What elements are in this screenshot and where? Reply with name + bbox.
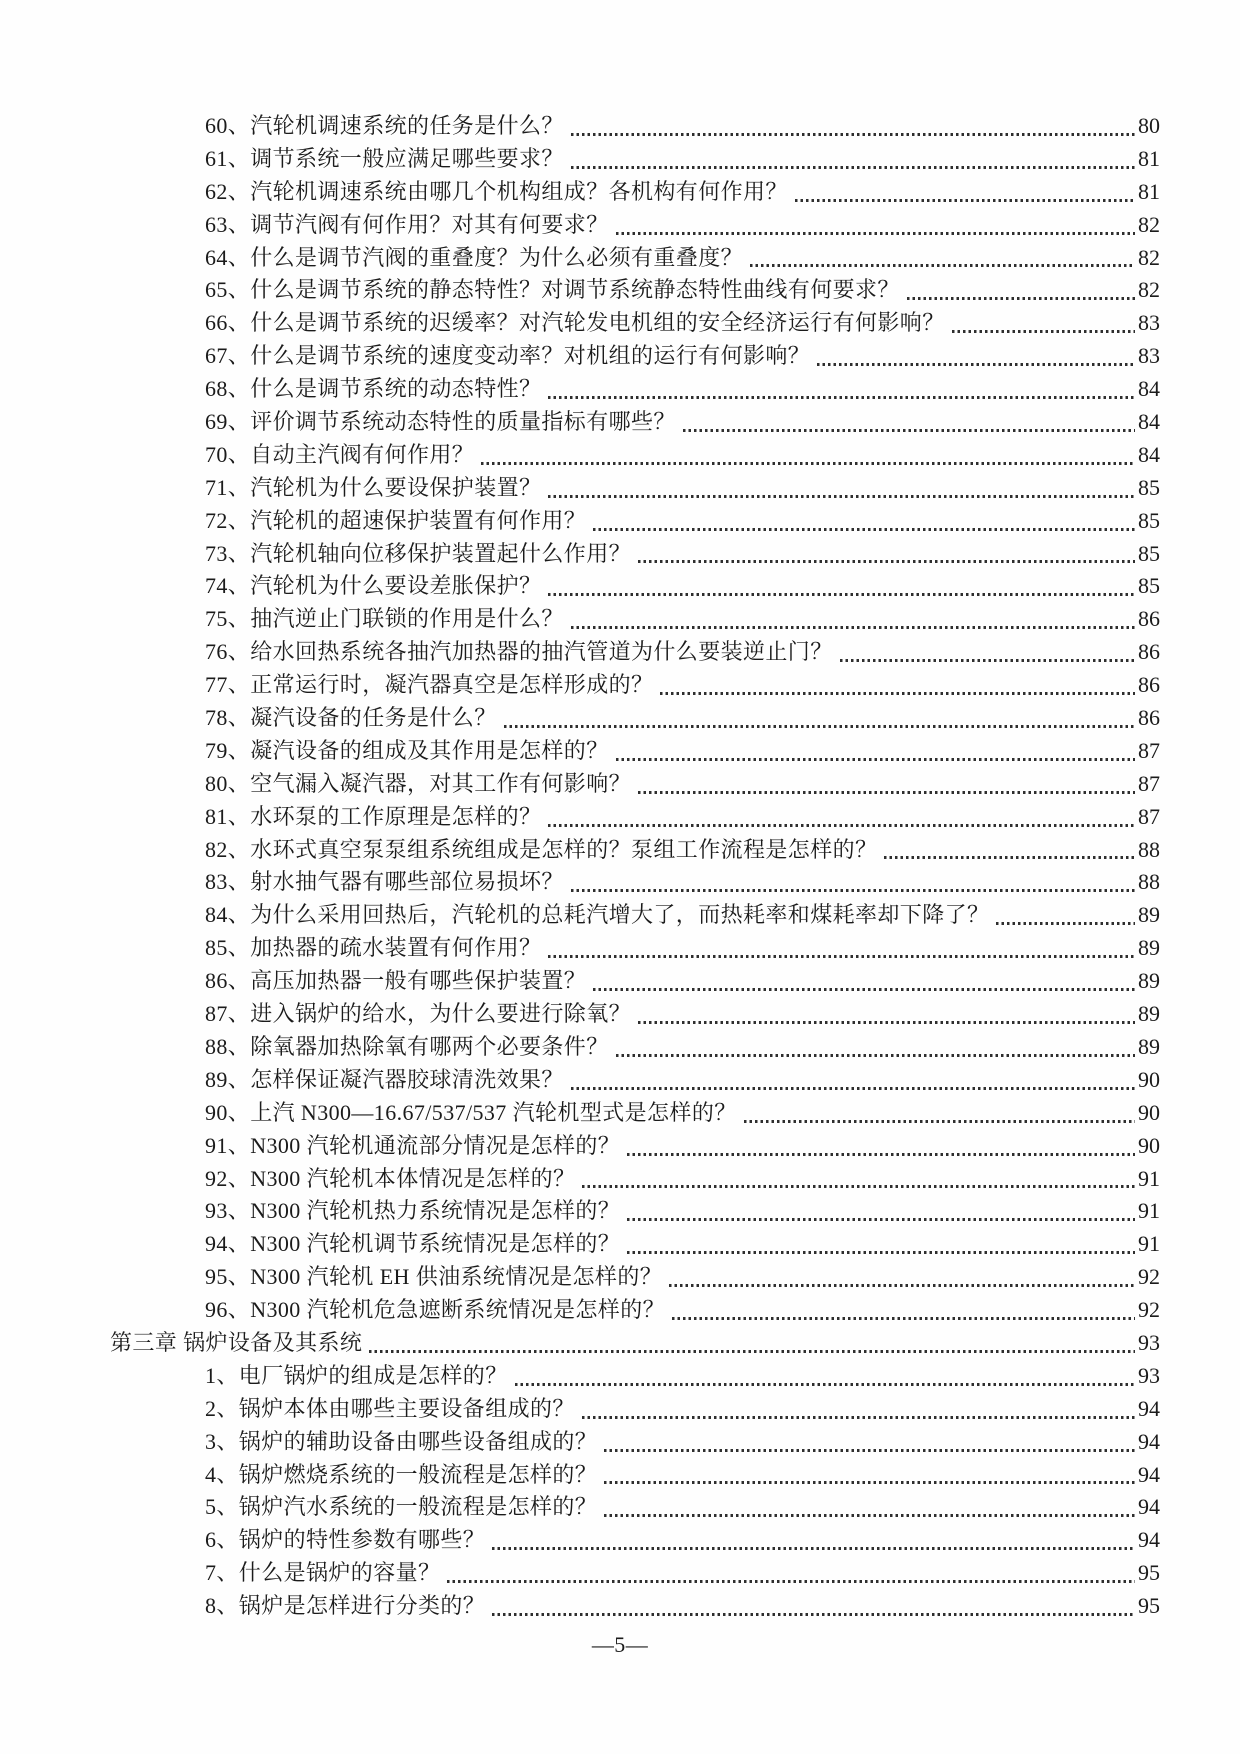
toc-entry-label: 87、进入锅炉的给水，为什么要进行除氧？ — [205, 1001, 632, 1027]
toc-entry-page: 89 — [1138, 902, 1160, 928]
toc-leader-dots — [627, 1153, 1135, 1156]
toc-entry[interactable] — [110, 768, 1160, 801]
toc-leader-dots — [884, 856, 1135, 859]
toc-entry-page: 92 — [1138, 1297, 1160, 1323]
toc-leader-dots — [481, 462, 1135, 465]
toc-entry[interactable] — [110, 406, 1160, 439]
toc-entry-label: 68、什么是调节系统的动态特性？ — [205, 376, 542, 402]
toc-entry-page: 87 — [1138, 803, 1160, 829]
toc-entry-page: 94 — [1138, 1461, 1160, 1487]
toc-entry[interactable] — [110, 505, 1160, 538]
toc-leader-dots — [571, 166, 1135, 169]
toc-entry-label: 89、怎样保证凝汽器胶球清洗效果？ — [205, 1066, 564, 1092]
toc-entry-page: 88 — [1138, 836, 1160, 862]
toc-entry-label: 84、为什么采用回热后，汽轮机的总耗汽增大了，而热耗率和煤耗率却下降了？ — [205, 902, 990, 928]
toc-entry-label: 74、汽轮机为什么要设差胀保护？ — [205, 573, 542, 599]
toc-entry[interactable] — [110, 965, 1160, 998]
toc-entry-page: 93 — [1138, 1329, 1160, 1355]
toc-entry[interactable] — [110, 1393, 1160, 1426]
toc-entry-label: 88、除氧器加热除氧有哪两个必要条件？ — [205, 1033, 609, 1059]
toc-leader-dots — [616, 1054, 1135, 1057]
toc-leader-dots — [660, 692, 1135, 695]
toc-entry-label: 77、正常运行时，凝汽器真空是怎样形成的？ — [205, 672, 654, 698]
toc-entry-page: 94 — [1138, 1428, 1160, 1454]
toc-entry-label: 70、自动主汽阀有何作用？ — [205, 441, 475, 467]
toc-entry-label: 93、N300 汽轮机热力系统情况是怎样的？ — [205, 1198, 621, 1224]
toc-leader-dots — [638, 791, 1135, 794]
toc-entry[interactable] — [110, 1195, 1160, 1228]
toc-leader-dots — [593, 988, 1135, 991]
toc-entry[interactable] — [110, 1459, 1160, 1492]
toc-leader-dots — [369, 1350, 1135, 1353]
toc-leader-dots — [683, 429, 1135, 432]
toc-leader-dots — [750, 264, 1135, 267]
toc-entry-page: 95 — [1138, 1593, 1160, 1619]
toc-entry-label: 90、上汽 N300—16.67/537/537 汽轮机型式是怎样的？ — [205, 1099, 737, 1125]
toc-entry-label: 8、锅炉是怎样进行分类的？ — [205, 1593, 486, 1619]
toc-entry-label: 67、什么是调节系统的速度变动率？对机组的运行有何影响？ — [205, 343, 811, 369]
toc-entry[interactable] — [110, 932, 1160, 965]
toc-entry[interactable] — [110, 1130, 1160, 1163]
toc-entry[interactable] — [110, 669, 1160, 702]
toc-entry-label: 76、给水回热系统各抽汽加热器的抽汽管道为什么要装逆止门？ — [205, 639, 833, 665]
toc-entry-page: 90 — [1138, 1099, 1160, 1125]
toc-entry[interactable] — [110, 866, 1160, 899]
toc-entry-label: 3、锅炉的辅助设备由哪些设备组成的？ — [205, 1428, 598, 1454]
toc-leader-dots — [604, 1449, 1135, 1452]
toc-entry[interactable] — [110, 1097, 1160, 1130]
toc-entry-label: 75、抽汽逆止门联锁的作用是什么？ — [205, 606, 564, 632]
toc-entry-page: 83 — [1138, 310, 1160, 336]
toc-entry-label: 2、锅炉本体由哪些主要设备组成的？ — [205, 1395, 575, 1421]
toc-entry[interactable] — [110, 340, 1160, 373]
toc-entry-page: 89 — [1138, 968, 1160, 994]
toc-leader-dots — [669, 1284, 1135, 1287]
toc-entry-page: 83 — [1138, 343, 1160, 369]
toc-entry-page: 85 — [1138, 573, 1160, 599]
toc-entry-page: 84 — [1138, 409, 1160, 435]
toc-entry-label: 4、锅炉燃烧系统的一般流程是怎样的？ — [205, 1461, 598, 1487]
toc-entry-page: 82 — [1138, 211, 1160, 237]
toc-entry-page: 92 — [1138, 1264, 1160, 1290]
toc-entry[interactable] — [110, 834, 1160, 867]
toc-entry-page: 84 — [1138, 441, 1160, 467]
toc-entry-label: 64、什么是调节汽阀的重叠度？为什么必须有重叠度？ — [205, 244, 744, 270]
toc-leader-dots — [638, 560, 1135, 563]
toc-entry-label: 69、评价调节系统动态特性的质量指标有哪些？ — [205, 409, 676, 435]
toc-entry[interactable] — [110, 242, 1160, 275]
toc-entry[interactable] — [110, 1557, 1160, 1590]
toc-entry-label: 78、凝汽设备的任务是什么？ — [205, 705, 497, 731]
toc-entry-page: 91 — [1138, 1198, 1160, 1224]
toc-entry-label: 91、N300 汽轮机通流部分情况是怎样的？ — [205, 1132, 621, 1158]
toc-entry[interactable] — [110, 1590, 1160, 1623]
toc-entry[interactable] — [110, 899, 1160, 932]
toc-entry-page: 84 — [1138, 376, 1160, 402]
toc-leader-dots — [604, 1481, 1135, 1484]
toc-entry-label: 86、高压加热器一般有哪些保护装置？ — [205, 968, 587, 994]
toc-entry[interactable] — [110, 439, 1160, 472]
toc-entry[interactable] — [110, 1163, 1160, 1196]
toc-leader-dots — [571, 626, 1135, 629]
toc-entry-page: 82 — [1138, 244, 1160, 270]
toc-entry-label: 62、汽轮机调速系统由哪几个机构组成？各机构有何作用？ — [205, 178, 788, 204]
toc-entry[interactable] — [110, 110, 1160, 143]
toc-leader-dots — [582, 1185, 1135, 1188]
toc-entry-label: 65、什么是调节系统的静态特性？对调节系统静态特性曲线有何要求？ — [205, 277, 900, 303]
toc-entry-label: 81、水环泵的工作原理是怎样的？ — [205, 803, 542, 829]
toc-entry-label: 5、锅炉汽水系统的一般流程是怎样的？ — [205, 1494, 598, 1520]
toc-leader-dots — [593, 528, 1135, 531]
toc-entry[interactable] — [110, 603, 1160, 636]
toc-entry-label: 7、什么是锅炉的容量？ — [205, 1560, 441, 1586]
toc-entry-label: 80、空气漏入凝汽器，对其工作有何影响？ — [205, 770, 632, 796]
toc-leader-dots — [515, 1383, 1135, 1386]
toc-entry-label: 79、凝汽设备的组成及其作用是怎样的？ — [205, 737, 609, 763]
toc-leader-dots — [548, 955, 1135, 958]
toc-entry-page: 91 — [1138, 1165, 1160, 1191]
toc-leader-dots — [504, 725, 1135, 728]
toc-leader-dots — [492, 1547, 1135, 1550]
toc-leader-dots — [548, 495, 1135, 498]
toc-entry-page: 86 — [1138, 705, 1160, 731]
toc-entry-page: 86 — [1138, 672, 1160, 698]
toc-entry-page: 87 — [1138, 737, 1160, 763]
toc-entry-chapter[interactable] — [110, 1327, 1160, 1360]
toc-entry-page: 91 — [1138, 1231, 1160, 1257]
toc-entry-page: 85 — [1138, 507, 1160, 533]
toc-entry-label: 83、射水抽气器有哪些部位易损坏？ — [205, 869, 564, 895]
toc-entry-label: 71、汽轮机为什么要设保护装置？ — [205, 474, 542, 500]
toc-entry-page: 89 — [1138, 1001, 1160, 1027]
toc-leader-dots — [548, 824, 1135, 827]
toc-entry-label: 82、水环式真空泵泵组系统组成是怎样的？泵组工作流程是怎样的？ — [205, 836, 878, 862]
toc-leader-dots — [795, 199, 1135, 202]
toc-leader-dots — [604, 1514, 1135, 1517]
toc-entry[interactable] — [110, 801, 1160, 834]
toc-entry-page: 89 — [1138, 1033, 1160, 1059]
toc-entry-page: 82 — [1138, 277, 1160, 303]
toc-entry-label: 63、调节汽阀有何作用？对其有何要求？ — [205, 211, 609, 237]
toc-entry[interactable] — [110, 538, 1160, 571]
toc-entry[interactable] — [110, 472, 1160, 505]
toc-leader-dots — [492, 1613, 1135, 1616]
toc-entry[interactable] — [110, 1524, 1160, 1557]
toc-entry[interactable] — [110, 1031, 1160, 1064]
toc-entry-page: 90 — [1138, 1132, 1160, 1158]
toc-entry[interactable] — [110, 1491, 1160, 1524]
toc-leader-dots — [447, 1580, 1135, 1583]
toc-entry[interactable] — [110, 274, 1160, 307]
toc-entry-page: 87 — [1138, 770, 1160, 796]
toc-entry-label: 95、N300 汽轮机 EH 供油系统情况是怎样的？ — [205, 1264, 663, 1290]
toc-entry-page: 89 — [1138, 935, 1160, 961]
toc-entry[interactable] — [110, 735, 1160, 768]
toc-entry-label: 85、加热器的疏水装置有何作用？ — [205, 935, 542, 961]
toc-entry-page: 80 — [1138, 113, 1160, 138]
toc-leader-dots — [627, 1251, 1135, 1254]
toc-entry[interactable] — [110, 570, 1160, 603]
toc-leader-dots — [840, 659, 1135, 662]
toc-leader-dots — [548, 396, 1135, 399]
toc-entry-label: 1、电厂锅炉的组成是怎样的？ — [205, 1362, 508, 1388]
toc-leader-dots — [952, 330, 1135, 333]
toc-leader-dots — [638, 1021, 1135, 1024]
toc-leader-dots — [907, 297, 1135, 300]
toc-entry-page: 86 — [1138, 606, 1160, 632]
toc-entry-page: 93 — [1138, 1362, 1160, 1388]
toc-entry-label: 61、调节系统一般应满足哪些要求？ — [205, 145, 564, 171]
toc-entry-page: 94 — [1138, 1527, 1160, 1553]
page-footer-number: —5— — [591, 1631, 649, 1657]
toc-entry[interactable] — [110, 636, 1160, 669]
toc-entry-label: 73、汽轮机轴向位移保护装置起什么作用？ — [205, 540, 632, 566]
toc-entry[interactable] — [110, 1228, 1160, 1261]
toc-entry-page: 86 — [1138, 639, 1160, 665]
toc-leader-dots — [571, 1087, 1135, 1090]
toc-entry[interactable] — [110, 1294, 1160, 1327]
toc-entry[interactable] — [110, 209, 1160, 242]
toc-entry-page: 90 — [1138, 1066, 1160, 1092]
toc-entry[interactable] — [110, 1064, 1160, 1097]
toc-entry-page: 94 — [1138, 1395, 1160, 1421]
toc-entry-label: 6、锅炉的特性参数有哪些？ — [205, 1527, 486, 1553]
toc-entry-page: 81 — [1138, 145, 1160, 171]
toc-entry[interactable] — [110, 998, 1160, 1031]
toc-leader-dots — [571, 889, 1135, 892]
toc-leader-dots — [616, 232, 1135, 235]
toc-entry-page: 85 — [1138, 474, 1160, 500]
toc-leader-dots — [571, 133, 1135, 136]
toc-leader-dots — [996, 922, 1135, 925]
toc-entry[interactable] — [110, 373, 1160, 406]
toc-leader-dots — [672, 1317, 1135, 1320]
toc-entry-page: 81 — [1138, 178, 1160, 204]
toc-entry[interactable] — [110, 1360, 1160, 1393]
toc-entry[interactable] — [110, 1426, 1160, 1459]
toc-entry-label: 96、N300 汽轮机危急遮断系统情况是怎样的？ — [205, 1297, 665, 1323]
toc-entry[interactable] — [110, 1261, 1160, 1294]
toc-entry-page: 85 — [1138, 540, 1160, 566]
toc-entry-label: 第三章 锅炉设备及其系统 — [110, 1329, 363, 1355]
toc-entry-page: 94 — [1138, 1494, 1160, 1520]
toc-leader-dots — [548, 593, 1135, 596]
toc-entry-label: 66、什么是调节系统的迟缓率？对汽轮发电机组的安全经济运行有何影响？ — [205, 310, 945, 336]
toc-entry[interactable] — [110, 176, 1160, 209]
toc-leader-dots — [627, 1218, 1135, 1221]
toc-entry[interactable] — [110, 702, 1160, 735]
toc-entry[interactable] — [110, 143, 1160, 176]
toc-entry-label: 72、汽轮机的超速保护装置有何作用？ — [205, 507, 587, 533]
toc-entry-label: 92、N300 汽轮机本体情况是怎样的？ — [205, 1165, 576, 1191]
toc-leader-dots — [582, 1416, 1135, 1419]
toc-leader-dots — [616, 758, 1135, 761]
toc-leader-dots — [744, 1120, 1135, 1123]
toc-entry-label: 60、汽轮机调速系统的任务是什么？ — [205, 113, 564, 138]
toc-entry[interactable] — [110, 307, 1160, 340]
toc-entry-page: 95 — [1138, 1560, 1160, 1586]
toc-leader-dots — [817, 363, 1135, 366]
toc-entry-label: 94、N300 汽轮机调节系统情况是怎样的？ — [205, 1231, 621, 1257]
toc-entry-page: 88 — [1138, 869, 1160, 895]
